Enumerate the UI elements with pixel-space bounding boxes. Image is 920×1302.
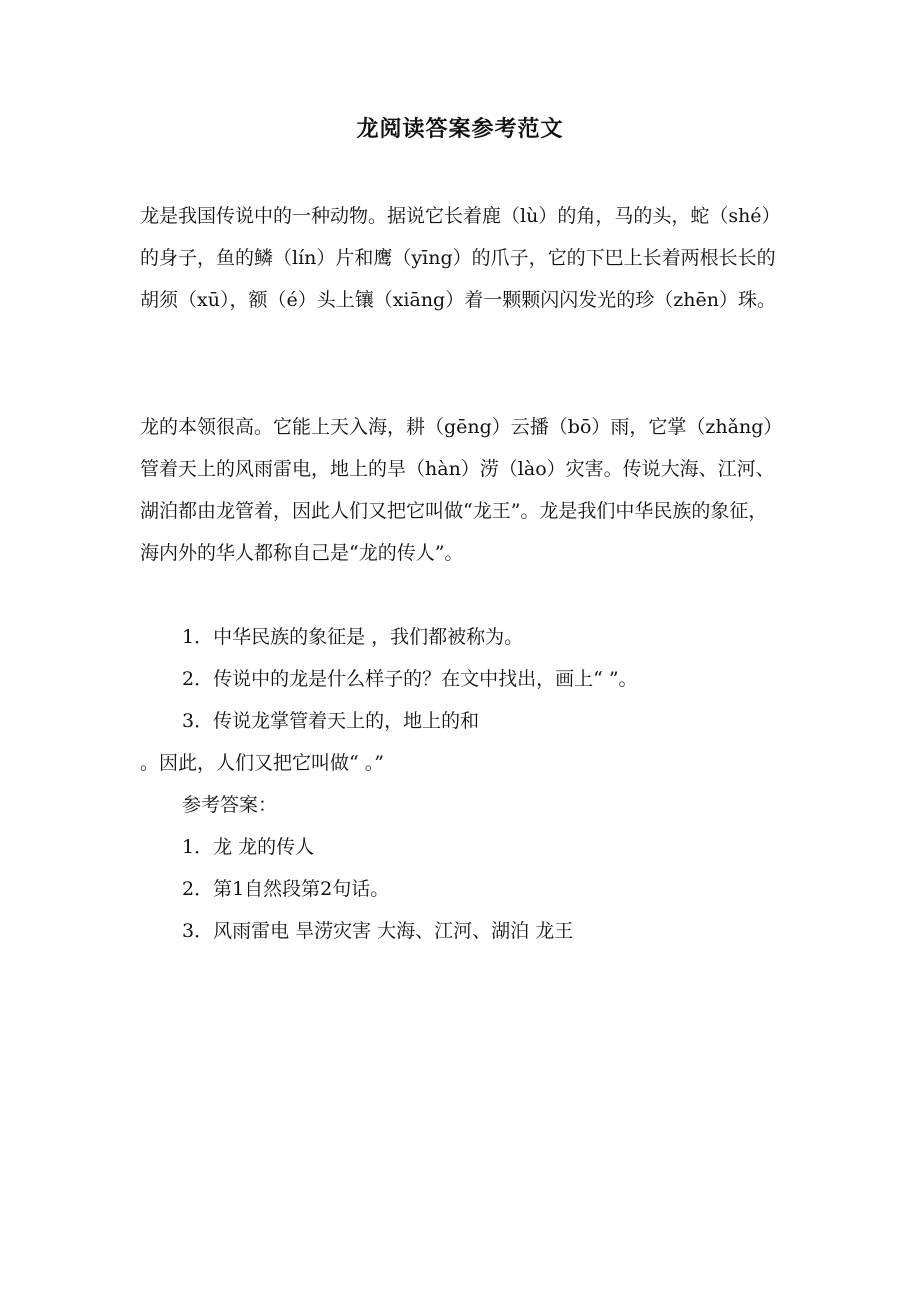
answers-heading: 参考答案： bbox=[182, 794, 278, 816]
answer-1: 1．龙 龙的传人 bbox=[182, 836, 315, 858]
question-3: 3．传说龙掌管着天上的，地上的和 bbox=[182, 710, 480, 732]
answer-2: 2．第1自然段第2句话。 bbox=[182, 878, 390, 900]
paragraph-description: 龙是我国传说中的一种动物。据说它长着鹿（lù）的角，马的头，蛇（shé）的身子，鱼的鳞（lín）片和鹰（yīng）的爪子，它的下巴上长着两根长长的胡须（xū），额（é）头上镶（xiāng）着一颗颗闪闪发光的珍（zhēn）珠。 bbox=[140, 205, 776, 311]
answer-3: 3．风雨雷电 旱涝灾害 大海、江河、湖泊 龙王 bbox=[182, 920, 574, 942]
question-2: 2．传说中的龙是什么样子的？在文中找出，画上“ ”。 bbox=[182, 668, 638, 690]
question-3-continuation: 。因此，人们又把它叫做“ 。” bbox=[140, 752, 384, 774]
question-1: 1．中华民族的象征是 ，我们都被称为。 bbox=[182, 626, 524, 648]
paragraph-abilities: 龙的本领很高。它能上天入海，耕（gēng）云播（bō）雨，它掌（zhǎng）管着天上的风雨雷电，地上的旱（hàn）涝（lào）灾害。传说大海、江河、湖泊都由龙管着，因此人们又把它叫做“龙王”。龙是我们中华民族的象征，海内外的华人都称自己是“龙的传人”。 bbox=[140, 416, 775, 564]
document-title: 龙阅读答案参考范文 bbox=[356, 116, 564, 142]
